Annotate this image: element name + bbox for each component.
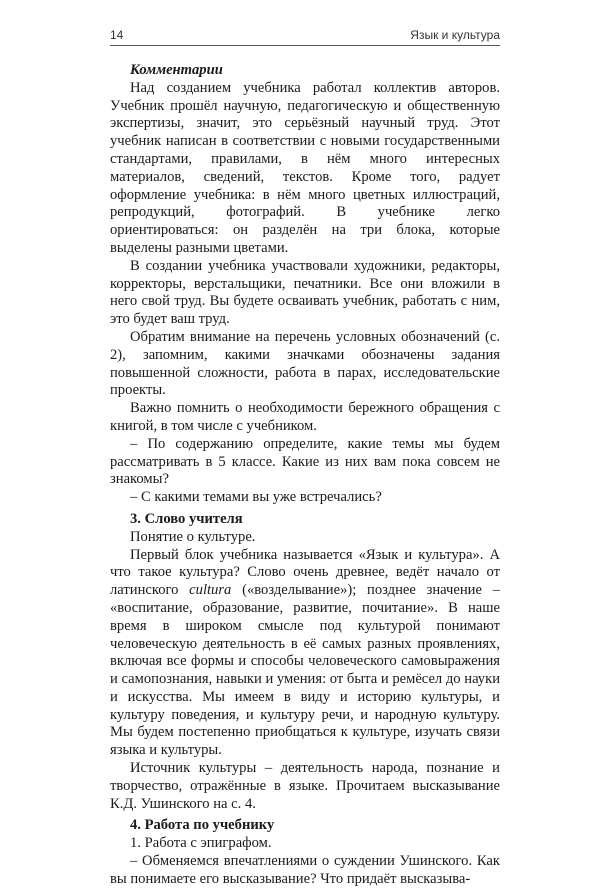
comments-heading: Комментарии [130, 62, 223, 78]
textbook-work-heading: 4. Работа по учебнику [130, 817, 275, 834]
question-familiar-topics: – С какими темами вы уже встречались? [130, 489, 382, 506]
running-title: Язык и культура [410, 28, 500, 42]
question-ushinsky: – Обменяемся впечатлениями о суждении Ушинского. Как вы понимаете его высказывание? Что придаёт высказыва- [110, 853, 500, 887]
paragraph-symbols: Обратим внимание на перечень условных обозначений (с. 2), запомним, какими значками обозначены задания повышенной сложности, работа в парах, исследовательские проекты. [110, 328, 500, 399]
latin-word: cultura [189, 582, 232, 599]
epigraph-task: 1. Работа с эпиграфом. [130, 835, 272, 852]
paragraph-careful-handling: Важно помнить о необходимости бережного обращения с книгой, в том числе с учебником. [110, 400, 500, 434]
culture-concept: Понятие о культуре. [130, 528, 256, 545]
paragraph-textbook-creators: В создании учебника участвовали художники, редакторы, корректоры, верстальщики, печатники. Все они вложили в него свой труд. Вы будете осваивать учебник, работать с ним, это будет ваш труд. [110, 257, 500, 328]
question-topics: – По содержанию определите, какие темы мы будем рассматривать в 5 классе. Какие из них вам пока совсем не знакомы? [110, 435, 500, 488]
paragraph-culture-definition [110, 547, 500, 761]
culture-text-rest: («возделывание»); позднее значение – «воспитание, образование, развитие, почитание». В наше время в широком смысле под культурой понимают человеческую деятельность в её самых разных проявлениях, включая все формы и способы человеческого самовыражения и самопознания, навыки и умения: от быта и ремёсел до науки и искусства. Мы имеем в виду и историю культуры, и культуру поведения, и культуру речи, и народную культуру. Мы будем постепенно приобщаться к культуре, изучать связи языка и культуры. [110, 582, 500, 759]
teacher-word-heading: 3. Слово учителя [130, 510, 243, 527]
page-header [110, 28, 500, 46]
paragraph-culture-source: Источник культуры – деятельность народа, познание и творчество, отражённые в языке. Прочитаем высказывание К.Д. Ушинского на с. 4. [110, 760, 500, 812]
paragraph-textbook-authors: Над созданием учебника работал коллектив авторов. Учебник прошёл научную, педагогическую и общественную экспертизы, значит, это серьёзный научный труд. Этот учебник написан в соответствии с новыми государственными стандартами, правилами, в нём много интересных материалов, сведений, текстов. Кроме того, радует оформление учебника: в нём много цветных иллюстраций, репродукций, фотографий. В учебнике легко ориентироваться: он разделён на три блока, которые выделены разными цветами. [110, 79, 500, 256]
page-body [110, 62, 500, 889]
culture-text-start: Первый блок учебника называется «Язык и культура». А что такое культура? Слово очень древнее, ведёт начало от латинского [110, 546, 500, 599]
page-number: 14 [110, 28, 124, 42]
